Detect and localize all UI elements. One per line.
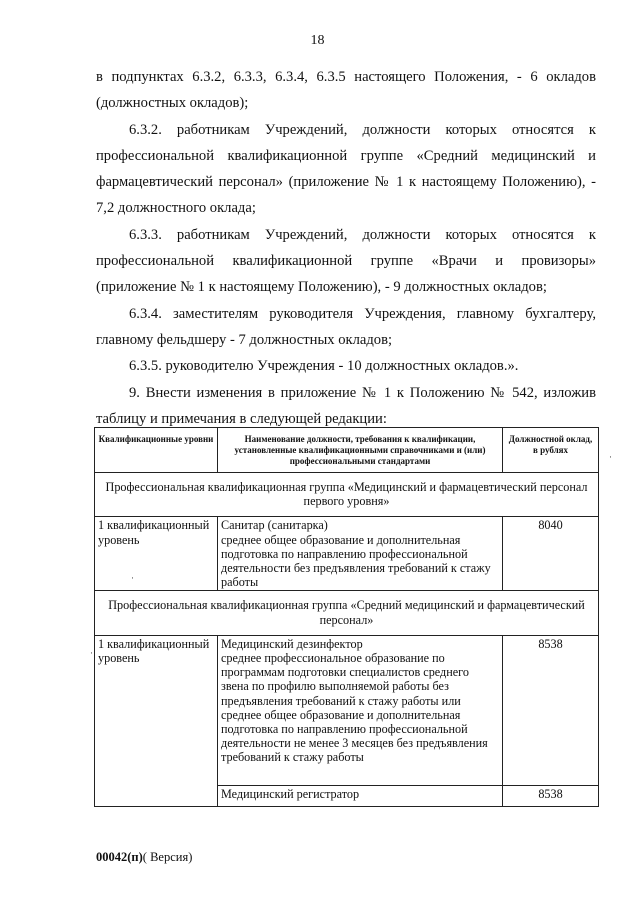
table-header-row	[95, 428, 599, 473]
position-title: Санитар (санитарка)	[221, 518, 328, 533]
paragraph-1: в подпунктах 6.3.2, 6.3.3, 6.3.4, 6.3.5 настоящего Положения, - 6 окладов (должностных окладов);	[96, 69, 596, 112]
level-cell: 1 квалификационный уровень	[95, 635, 218, 806]
scan-mark: ·	[90, 648, 93, 658]
scan-mark: ·	[131, 573, 134, 583]
paragraph-2: 6.3.2. работникам Учреждений, должности которых относятся к профессиональной квалификационной группе «Средний медицинский и фармацевтический персонал» (приложение № 1 к настоящему Положению), - 7,2 должностного оклада;	[96, 121, 596, 217]
salary-cell: 8538	[503, 635, 599, 785]
paragraph-6: 9. Внести изменения в приложение № 1 к Положению № 542, изложив таблицу и примечания в следующей редакции:	[96, 384, 596, 427]
footer-version: ( Версия)	[142, 850, 193, 864]
position-cell	[218, 517, 503, 591]
position-title: Медицинский регистратор	[221, 786, 360, 801]
salary-table	[94, 427, 599, 807]
footer	[96, 850, 192, 865]
scan-mark: ·	[609, 452, 612, 462]
position-requirements: среднее профессиональное образование по программам подготовки специалистов среднего звена по профилю выполняемой работы без предъявления требований к стажу работы или среднее общее образование и дополнительная подготовка по направлению профессиональной деятельности не менее 3 месяцев без предъявления требований к стажу работы	[221, 651, 488, 765]
group-title-2: Профессиональная квалификационная группа «Средний медицинский и фармацевтический персонал»	[95, 591, 599, 635]
position-cell	[218, 785, 503, 806]
header-position: Наименование должности, требования к квалификации, установленные квалификационными справочниками и (или) профессиональными стандартами	[218, 428, 503, 473]
position-cell	[218, 635, 503, 785]
paragraph-3: 6.3.3. работникам Учреждений, должности которых относятся к профессиональной квалификационной группе «Врачи и провизоры» (приложение № 1 к настоящему Положению), - 9 должностных окладов;	[96, 226, 596, 296]
salary-cell: 8040	[503, 517, 599, 591]
group-row-2	[95, 591, 599, 635]
salary-cell: 8538	[503, 785, 599, 806]
footer-code: 00042(п)	[96, 850, 143, 864]
group-row-1	[95, 473, 599, 517]
body-text	[96, 64, 596, 432]
page-number: 18	[310, 33, 325, 48]
paragraph-4: 6.3.4. заместителям руководителя Учреждения, главному бухгалтеру, главному фельдшеру - 7 должностных окладов;	[96, 305, 596, 348]
table-row	[95, 517, 599, 591]
position-title: Медицинский дезинфектор	[221, 636, 363, 651]
table-row	[95, 635, 599, 785]
group-title-1: Профессиональная квалификационная группа «Медицинский и фармацевтический персонал первого уровня»	[95, 473, 599, 517]
header-levels: Квалификационные уровни	[95, 428, 218, 473]
level-cell: 1 квалификационный уровень	[95, 517, 218, 591]
position-requirements: среднее общее образование и дополнительная подготовка по направлению профессиональной деятельности без предъявления требований к стажу работы	[221, 532, 491, 590]
header-salary: Должностной оклад, в рублях	[503, 428, 599, 473]
paragraph-5: 6.3.5. руководителю Учреждения - 10 должностных окладов.».	[129, 358, 519, 375]
